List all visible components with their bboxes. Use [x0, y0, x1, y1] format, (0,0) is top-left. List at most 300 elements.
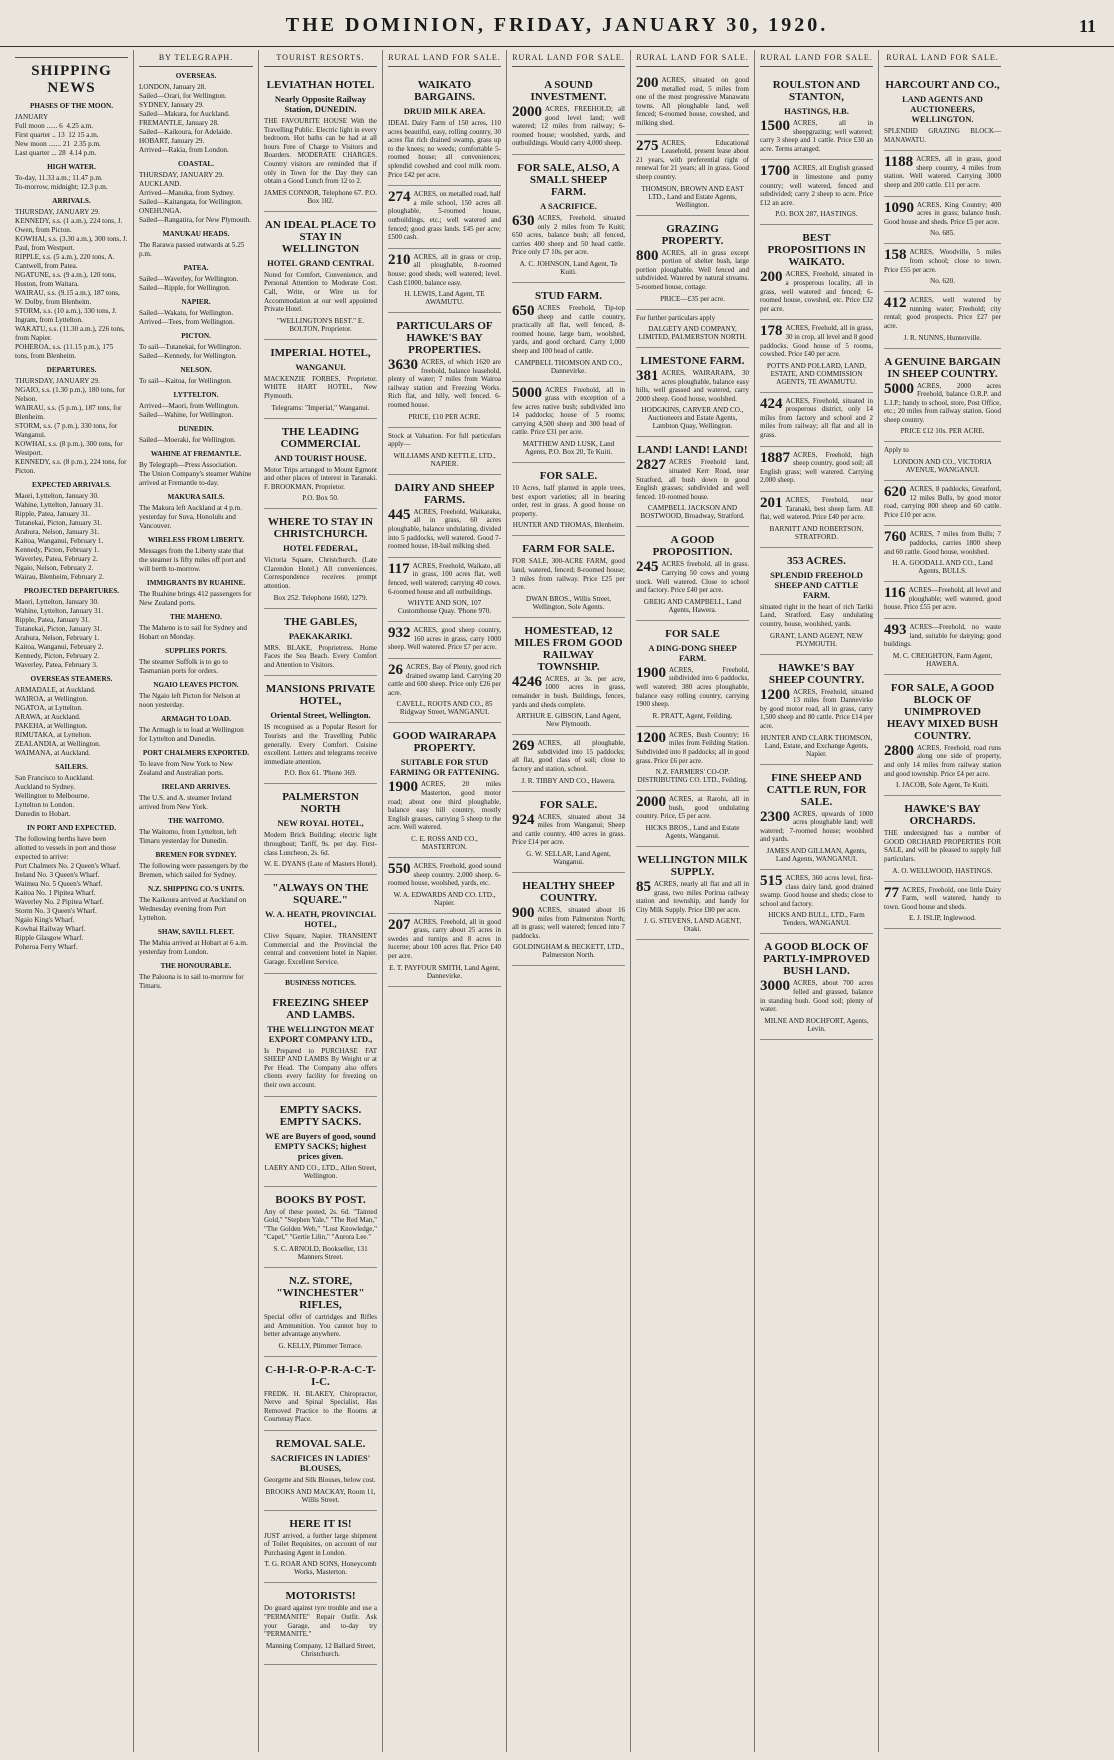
ad-acreage: 245 — [636, 559, 659, 576]
ad-acreage: 2000 — [512, 104, 542, 120]
ad-body: 2827 ACRES Freehold land, situated Kerr Road, near Stratford, all bush down in good English grasses; subdivided and well fenced. 10-roomed house. — [636, 457, 749, 501]
ad-signature: E. T. PAYFOUR SMITH, Land Agent, Dannevirke. — [389, 963, 500, 980]
ad-title: WAIKATO BARGAINS. — [414, 79, 475, 103]
shipping-list: Sailed—Waverley, for Wellington. Sailed—Ripple, for Wellington. — [139, 275, 239, 292]
ad-signature: MILNE AND ROCHFORT, Agents, Levin. — [764, 1016, 869, 1033]
ad-title: FOR SALE — [665, 627, 720, 640]
ad-body: THE undersigned has a number of GOOD ORCHARD PROPERTIES FOR SALE, and will be pleased to supply full particulars. — [884, 829, 1001, 863]
classified-ad — [636, 847, 749, 940]
ad-acreage: 1090 — [884, 199, 914, 216]
ad-body: 201 ACRES, Freehold, near Taranaki, best sheep farm. All flat, well watered. Price £40 per acre. — [760, 495, 873, 522]
ad-signature: GOLDINGHAM & BECKETT, LTD., Palmerston North. — [513, 943, 624, 960]
ad-title: PARTICULARS OF HAWKE'S BAY PROPERTIES. — [396, 320, 493, 357]
shipping-list: Messages from the Liberty state that the steamer is fifty miles off port and will berth to-morrow. — [139, 547, 248, 573]
ad-signature: I. JACOB, Sole Agent, Te Kuiti. — [895, 781, 989, 790]
ad-acreage: 1900 — [388, 779, 418, 796]
ad-title: 353 ACRES. — [787, 554, 846, 567]
masthead — [0, 0, 1114, 47]
ad-body: 412 ACRES, well watered by running water; Freehold; city rental; good prospects. Price £27 per acre. — [884, 295, 1001, 330]
ad-signature: HUNTER AND CLARK THOMSON, Land, Estate, and Exchange Agents, Napier. — [760, 733, 873, 758]
subheading: IMMIGRANTS BY RUAHINE. — [146, 579, 246, 587]
ad-body: Stock at Valuation. For full particulars apply— — [388, 431, 501, 449]
ad-body: 77 ACRES, Freehold, one little Dairy Farm, well watered, handy to town. Good house and sheds. — [884, 884, 1001, 911]
ad-acreage: 201 — [760, 495, 783, 512]
ad-body: 117 ACRES, Freehold, Waikato, all in grass, 100 acres flat, well fenced, well watered; carrying 40 cows. 6-roomed house and all outbuildings. — [388, 560, 501, 596]
page-number: 11 — [1078, 16, 1096, 36]
ad-body: 4246 ACRES, at 3s. per acre, 1000 acres in grass, remainder in bush. Buildings, fences, yards and sheds complete. — [512, 673, 625, 709]
classified-ad — [264, 875, 377, 973]
masthead-title: THE DOMINION, FRIDAY, JANUARY 30, 1920. — [285, 14, 829, 36]
classified-ad — [388, 313, 501, 428]
ad-headline: WE are Buyers of good, sound EMPTY SACKS; highest prices given. — [265, 1130, 376, 1161]
ad-signature: HUNTER AND THOMAS, Blenheim. — [512, 521, 625, 530]
ad-body: 158 ACRES, Woodville, 5 miles from school; close to town. Price £55 per acre. — [884, 247, 1001, 274]
ad-signature: PRICE £12 10s. PER ACRE. — [900, 427, 985, 436]
ad-title: LEVIATHAN HOTEL — [266, 79, 375, 91]
ad-headline: A DING-DONG SHEEP FARM. — [648, 642, 737, 663]
subheading: IN PORT AND EXPECTED. — [26, 824, 117, 832]
column-2 — [134, 50, 259, 1752]
ad-body: 900 ACRES, situated about 16 miles from Palmerston North; all in grass; well watered; fenced into 7 paddocks. — [512, 904, 625, 940]
ad-acreage: 800 — [636, 247, 659, 264]
ad-signature: C. E. ROSS AND CO., MASTERTON. — [411, 834, 478, 851]
ad-body: IDEAL Dairy Farm of 150 acres, 110 acres beautiful, easy, rolling country, 30 acres flat rich drained swamp, grass up to the knees; no weeds; comfortable 5-roomed house; all conveniences; splendid cowshed and cool milk room. Price £42 per acre. — [388, 119, 501, 179]
ad-acreage: 550 — [388, 860, 411, 877]
ad-acreage: 4246 — [512, 673, 542, 690]
classified-ad — [636, 791, 749, 847]
ad-body: 630 ACRES, Freehold, situated only 2 miles from Te Kuiti; 650 acres, balance bush; all fenced, carries 400 sheep and 50 head cattle. Price only £7 10s. per acre. — [512, 212, 625, 257]
ad-title: STUD FARM. — [534, 289, 602, 302]
classified-ad — [884, 882, 1001, 930]
ad-body: 5000 ACRES Freehold, all in grass with exception of a few acres native bush; subdivided into 14 paddocks; house of 5 rooms; carrying 4,500 sheep and 300 head of cattle. Price £31 per acre. — [512, 384, 625, 437]
ad-acreage: 2300 — [760, 808, 790, 825]
classified-ad — [636, 310, 749, 349]
classified-ad — [264, 1583, 377, 1664]
ad-signature: M. C. CREIGHTON, Farm Agent, HAWERA. — [892, 651, 993, 668]
ad-body: FREDK. H. BLAKEY, Chiropractor, Nerve and Spinal Specialist, Has Removed Practice to the Rooms at Courtenay Place. — [264, 1389, 377, 1424]
subheading: THE MAHENO. — [170, 613, 222, 621]
shipping-list: San Francisco to Auckland. Auckland to Sydney. Wellington to Melbourne. Lyttelton to London. Dunedin to Hobart. — [15, 774, 95, 818]
shipping-list: The Waitomo, from Lyttelton, left Timaru yesterday for Dunedin. — [139, 828, 239, 845]
classified-ad — [388, 72, 501, 186]
ad-signature: CAVELL, ROOTS AND CO., 85 Ridgway Street, WANGANUI. — [396, 700, 493, 717]
ad-signature: LAERY AND CO., LTD., Allen Street, Wellington. — [264, 1163, 377, 1180]
shipping-list: THURSDAY, JANUARY 29. KENNEDY, s.s. (1 a.m.), 224 tons, J. Owen, from Picton. KOWHAI, s.s. (3.30 a.m.), 300 tons, J. Paul, from Westport. RIPPLE, s.s. (5 a.m.), 220 tons, A. Cantwell, from Patea. NGATUNE, s.s. (9 a.m.), 120 tons, Huston, from Waitara. WAIRAU, s.s. (9.15 a.m.), 187 tons, W. Dolby, from Blenheim. STORM, s.s. (10 a.m.), 330 tons, J. Ingram, from Lyttelton. WAKATU, s.s. (11.30 a.m.), 226 tons, from Napier. POHEROA, s.s. (11.15 p.m.), 175 tons, from Blenheim. — [15, 208, 128, 360]
classified-ad — [884, 197, 1001, 245]
ad-title: HAWKE'S BAY ORCHARDS. — [904, 803, 981, 828]
ad-body: 85 ACRES, nearly all flat and all in grass, two miles Porirua railway station and township, and handy for City Milk Supply. Price £80 per acre. — [636, 878, 749, 914]
ad-title: AN IDEAL PLACE TO STAY IN WELLINGTON — [264, 218, 377, 255]
shipping-list: Maori, Lyttelton, January 30. Wahine, Lyttelton, January 31. Ripple, Patea, January 31. Tutanekai, Picton, January 31. Arahura, Nelson, January 31. Kaitoa, Wanganui, February 1. Kennedy, Picton, February 1. Waverley, Patea, February 2. Ngaio, Nelson, February 2. Wairau, Blenheim, February 2. — [15, 492, 104, 581]
ad-body: 269 ACRES, all ploughable, subdivided into 15 paddocks; all flat, good class of soil; close to factory and station, school. — [512, 738, 625, 773]
classified-ad — [512, 283, 625, 382]
ad-signature: LONDON AND CO., VICTORIA AVENUE, WANGANUI. — [893, 458, 992, 475]
ad-body: 1200 ACRES, Bush Country; 16 miles from Feilding Station. Subdivided into 8 paddocks; all in good grass. Price £6 per acre. — [636, 729, 749, 765]
subheading: WIRELESS FROM LIBERTY. — [147, 536, 245, 544]
ad-acreage: 650 — [512, 302, 535, 319]
ad-title: REMOVAL SALE. — [275, 1438, 366, 1451]
ad-title: PALMERSTON NORTH — [282, 791, 359, 816]
ad-title: MOTORISTS! — [285, 1590, 356, 1603]
subheading: SHAW, SAVILL FLEET. — [157, 928, 235, 936]
ad-headline: Nearly Opposite Railway Station, DUNEDIN. — [274, 94, 367, 114]
ad-body: FOR SALE, 300-ACRE FARM, good land, watered, fenced; 8-roomed house; 3 miles from railway. Price £25 per acre. — [512, 557, 625, 592]
subheading: WAHINE AT FREMANTLE. — [150, 450, 242, 458]
ad-acreage: 26 — [388, 661, 403, 678]
ad-body: MRS. BLAKE, Proprietress. Home Faces the Sea Beach. Every Comfort and Attention to Visitors. — [264, 643, 377, 669]
ad-signature: H. LEWIS, Land Agent, TE AWAMUTU. — [404, 290, 485, 307]
shipping-list: ARMADALE, at Auckland. WAIROA, at Wellington. NGATOA, at Lyttelton. ARAWA, at Auckland. PAKEHA, at Wellington. RIMUTAKA, at Lyttelton. ZEALANDIA, at Wellington. WAIMANA, at Auckland. — [15, 686, 101, 757]
ad-body: 1887 ACRES, Freehold, high sheep country, good soil; all English grass; well watered. Carrying 2,000 sheep. — [760, 449, 873, 485]
ad-acreage: 515 — [760, 872, 783, 889]
ad-signature: G. W. SELLAR, Land Agent, Wanganui. — [526, 849, 611, 866]
ad-body: MACKENZIE FORBES, Proprietor. WHITE HART HOTEL, New Plymouth. — [264, 374, 377, 400]
subheading: EXPECTED ARRIVALS. — [32, 481, 111, 489]
ad-body: JUST arrived, a further large shipment of Toilet Requisites, on account of our Purchasing Agent in London. — [264, 1531, 377, 1557]
ad-headline: PAEKAKARIKI. — [288, 630, 353, 641]
classified-ad — [388, 475, 501, 558]
ad-acreage: 85 — [636, 878, 651, 895]
ad-body: 760 ACRES, 7 miles from Bulls; 7 paddocks, carries 1800 sheep and 60 cattle. Good house, woolshed. — [884, 529, 1001, 556]
classified-ad — [636, 216, 749, 310]
subheading: HIGH WATER. — [47, 163, 96, 171]
ad-signature: J. R. NUNNS, Hunterville. — [903, 333, 982, 342]
ad-headline: LAND AGENTS AND AUCTIONEERS, WELLINGTON. — [902, 94, 983, 124]
ad-signature: Box 252. Telephone 1660, 1279. — [273, 593, 368, 602]
ad-body: situated right in the heart of rich Tariki Land, Stratford. Easy undulating country, house, woolshed, yards. — [760, 602, 873, 628]
ad-title: FOR SALE. — [539, 798, 598, 811]
subheading: MAKURA SAILS. — [167, 493, 225, 501]
subheading: THE WAITOMO. — [168, 817, 224, 825]
ad-body: 2000 ACRES, FREEHOLD; all good level land; well watered; 12 miles from railway; 6-roomed house; woolshed, yards, and outbuildings. Would carry 4,000 sheep. — [512, 104, 625, 148]
ad-signature: W. A. EDWARDS AND CO. LTD., Napier. — [393, 890, 496, 907]
ad-headline: AND TOURIST HOUSE. — [274, 452, 367, 463]
subheading: N.Z. SHIPPING CO.'S UNITS. — [147, 885, 245, 893]
ad-signature: "WELLINGTON'S BEST." E. BOLTON, Proprietor. — [276, 316, 365, 333]
ad-acreage: 116 — [884, 585, 906, 602]
ad-body: Special offer of cartridges and Rifles and Ammunition. You cannot buy to better advantage anywhere. — [264, 1312, 377, 1339]
shipping-list: Arrived—Maori, from Wellington. Sailed—Wahine, for Wellington. — [139, 402, 239, 419]
ad-title: GRAZING PROPERTY. — [661, 222, 724, 247]
classified-ad — [388, 249, 501, 313]
ad-title: A GOOD BLOCK OF PARTLY-IMPROVED BUSH LAND. — [763, 941, 870, 978]
classified-ad — [512, 618, 625, 735]
ad-signature: WILLIAMS AND KETTLE, LTD., NAPIER. — [393, 451, 496, 468]
ad-title: GOOD WAIRARAPA PROPERTY. — [392, 730, 497, 755]
subheading: DEPARTURES. — [46, 366, 97, 374]
ad-title: WHERE TO STAY IN CHRISTCHURCH. — [267, 516, 374, 541]
column-head: RURAL LAND FOR SALE. — [388, 50, 501, 67]
ad-title: BEST PROPOSITIONS IN WAIKATO. — [767, 232, 866, 269]
ad-signature: A. C. JOHNSON, Land Agent, Te Kuiti. — [519, 259, 618, 276]
column-8 — [879, 50, 1006, 1752]
ad-body: 1700 ACRES, all English grassed in limestone and pumy country; well watered, fenced and subdivided; carry 2 sheep to acre. Price £12 an acre. — [760, 163, 873, 207]
ad-signature: G. KELLY, Plimmer Terrace. — [278, 1341, 363, 1350]
shipping-list: Maori, Lyttelton, January 30. Wahine, Lyttelton, January 31. Ripple, Patea, January 31. Tutanekai, Picton, January 31. Arahura, Nelson, February 1. Kaitoa, Wanganui, February 2. Kennedy, Picton, February 2. Waverley, Patea, February 3. — [15, 598, 104, 669]
classified-ad — [760, 655, 873, 765]
ad-body: 1900 ACRES, Freehold, subdivided into 6 paddocks, well watered; 380 acres ploughable, balance easy rolling country, carrying 1900 sheep. — [636, 664, 749, 709]
classified-ad — [636, 621, 749, 727]
classified-ad — [264, 212, 377, 340]
classified-ad — [264, 1268, 377, 1357]
classified-ad — [264, 609, 377, 677]
classified-ad — [264, 1097, 377, 1187]
classified-ad — [512, 155, 625, 283]
ad-acreage: 760 — [884, 529, 907, 546]
ad-title: FREEZING SHEEP AND LAMBS. — [272, 996, 369, 1021]
ad-acreage: 207 — [388, 916, 411, 933]
ad-title: FOR SALE, A GOOD BLOCK OF UNIMPROVED HEAVY MIXED BUSH COUNTRY. — [886, 681, 999, 742]
classified-ad — [264, 676, 377, 784]
ad-signature: CAMPBELL THOMSON AND CO., Dannevirke. — [514, 358, 623, 375]
ad-title: "ALWAYS ON THE SQUARE." — [272, 882, 369, 907]
ad-body: 381 ACRES, WAIRARAPA, 30 acres ploughable, balance easy hills, well grassed and watered, carry 2000 sheep. Good house, woolshed. — [636, 368, 749, 403]
ad-title: A GENUINE BARGAIN IN SHEEP COUNTRY. — [884, 355, 1001, 380]
classified-ad — [388, 914, 501, 987]
ad-body: Motor Trips arranged to Mount Egmont and other places of interest in Taranaki. F. BROOKMAN, Proprietor. — [264, 465, 377, 491]
ad-signature: T. G. ROAR AND SONS, Honeycomb Works, Masterton. — [264, 1560, 377, 1577]
classified-ad — [760, 447, 873, 492]
classified-ad — [760, 492, 873, 548]
classified-ad — [264, 1511, 377, 1584]
ad-signature: JAMES CONNOR, Telephone 67. P.O. Box 182. — [264, 188, 377, 205]
ad-acreage: 3000 — [760, 978, 790, 995]
ad-body: 210 ACRES, all in grass or crop, all ploughable, 8-roomed house; good sheds; well watered; level. Cash £1000, balance easy. — [388, 251, 501, 287]
ad-acreage: 1188 — [884, 154, 914, 171]
column-head: RURAL LAND FOR SALE. — [636, 50, 749, 67]
ad-headline: A SACRIFICE. — [540, 200, 597, 211]
column-head: RURAL LAND FOR SALE. — [884, 50, 1001, 67]
classified-ad — [760, 72, 873, 160]
ad-title: THE LEADING COMMERCIAL — [280, 425, 361, 450]
ad-body: 515 ACRES, 360 acres level, first-class dairy land, good drained swamp. Good house and sheds; close to school and factory. — [760, 872, 873, 908]
classified-ad — [636, 72, 749, 135]
ad-acreage: 2000 — [636, 794, 666, 811]
ad-acreage: 900 — [512, 904, 535, 921]
ad-acreage: 117 — [388, 560, 410, 577]
ad-signature: PRICE, £10 PER ACRE. — [408, 412, 481, 421]
ad-headline: SUITABLE FOR STUD FARMING OR FATTENING. — [389, 757, 500, 778]
ad-body: Georgette and Silk Blouses, below cost. — [264, 1476, 376, 1485]
column-head — [15, 50, 128, 58]
ad-body: 1500 ACRES, all in sheepgrazing; well watered; carry 3 sheep and 1 cattle. Price £30 an acre. Terms arranged. — [760, 118, 873, 153]
shipping-list: The Mahia arrived at Hobart at 6 a.m. yesterday from London. — [139, 939, 250, 956]
classified-ad — [884, 526, 1001, 582]
classified-ad — [512, 463, 625, 536]
ad-acreage: 274 — [388, 189, 411, 206]
classified-ad — [760, 765, 873, 870]
ad-signature: A. O. WELLWOOD, HASTINGS. — [892, 866, 993, 875]
ad-body: 445 ACRES, Freehold, Waikaraka, all in grass, 60 acres ploughable, balance undulating, divided into 5 paddocks, well watered. Good 7-roomed house, 18-bail milking shed. — [388, 506, 501, 551]
ad-signature: R. PRATT, Agent, Feilding. — [652, 711, 733, 720]
ad-body: 178 ACRES, Freehold, all in grass, 30 in crop, all level and 8 good paddocks. Good house of 5 rooms, cowshed. Price £40 per acre. — [760, 323, 873, 359]
ad-body: 2300 ACRES, upwards of 1000 acres ploughable land; well watered; 7-roomed house; woolshed and yards. — [760, 808, 873, 844]
classified-ad — [512, 382, 625, 464]
classified-ad — [264, 990, 377, 1097]
ad-headline: NEW ROYAL HOTEL, — [277, 818, 364, 829]
shipping-list: By Telegraph—Press Association. The Union Company's steamer Wahine arrived at Fremantle to-day. — [139, 461, 252, 487]
classified-ad — [760, 393, 873, 447]
classified-ad — [264, 1431, 377, 1511]
subheading: SUPPLIES PORTS. — [165, 647, 227, 655]
ad-headline: HASTINGS, H.B. — [784, 106, 849, 116]
ad-body: 200 ACRES, situated on good metalled road, 5 miles from one of the most progressive Manawatu towns. All ploughable land, well fenced; 6-roomed house, cowshed, and milking shed. — [636, 75, 749, 127]
ad-title: HAWKE'S BAY SHEEP COUNTRY. — [768, 661, 865, 686]
shipping-list: Sailed—Wakatu, for Wellington. Arrived—Tees, from Wellington. — [139, 309, 235, 326]
classified-ad — [264, 1187, 377, 1268]
subheading: OVERSEAS STEAMERS. — [30, 675, 113, 683]
ad-acreage: 1200 — [760, 686, 790, 703]
subheading: BUSINESS NOTICES. — [285, 978, 356, 987]
ad-acreage: 200 — [760, 269, 783, 286]
ad-acreage: 275 — [636, 137, 659, 154]
ad-title: LIMESTONE FARM. — [640, 355, 745, 368]
ad-body: SPLENDID GRAZING BLOCK—MANAWATU. — [884, 127, 1001, 144]
ad-acreage: 424 — [760, 395, 783, 412]
subheading: COASTAL. — [177, 160, 214, 168]
subheading: NAPIER. — [181, 298, 211, 306]
column-4 — [383, 50, 507, 1752]
ad-signature: POTTS AND POLLARD, LAND, ESTATE, AND COMMISSION AGENTS, TE AWAMUTU. — [766, 361, 867, 386]
shipping-list: THURSDAY, JANUARY 29. NGAIO, s.s. (1.30 p.m.), 180 tons, for Nelson. WAIRAU, s.s. (5 p.m.), 187 tons, for Blenheim. STORM, s.s. (7 p.m.), 330 tons, for Wanganui. KOWHAI, s.s. (8 p.m.), 300 tons, for Westport. KENNEDY, s.s. (8 p.m.), 224 tons, for Picton. — [15, 377, 127, 475]
classified-ad — [760, 320, 873, 392]
ad-acreage: 5000 — [884, 380, 914, 397]
classified-ad — [264, 784, 377, 875]
ad-acreage: 1887 — [760, 449, 790, 466]
ad-body: Apply to — [884, 446, 909, 455]
ad-signature: HICKS BROS., Land and Estate Agents, Wanganui. — [645, 823, 740, 840]
subheading: DUNEDIN. — [178, 425, 214, 433]
classified-ad — [760, 548, 873, 655]
ad-body: 1090 ACRES, King Country; 400 acres in grass; balance bush. Good house and sheds. Price £5 per acre. — [884, 199, 1001, 226]
shipping-list: To sail—Kaitoa, for Wellington. — [139, 377, 232, 385]
ad-signature: GREIG AND CAMPBELL, Land Agents, Hawera. — [643, 597, 742, 614]
shipping-list: To leave from New York to New Zealand and Australian ports. — [139, 760, 235, 777]
ad-body: 1200 ACRES, Freehold, situated 13 miles from Dannevirke by good motor road, all in grass, carry 1,500 sheep and 80 cattle. Price £14 per acre. — [760, 686, 873, 730]
ad-signature: JAMES AND GILLMAN, Agents, Land Agents, WANGANUI. — [766, 846, 867, 863]
ad-signature: BROOKS AND MACKAY, Room 11, Willis Street. — [265, 1487, 376, 1504]
ad-acreage: 1200 — [636, 729, 666, 746]
ad-title: THE GABLES, — [283, 615, 358, 628]
ad-acreage: 932 — [388, 625, 411, 642]
ad-body: 1188 ACRES, all in grass, good sheep country, 4 miles from station. Well watered. Carrying 3000 sheep and 200 cattle. £11 per acre. — [884, 154, 1001, 189]
ad-signature: N.Z. FARMERS' CO-OP. DISTRIBUTING CO. LTD., Feilding. — [637, 768, 748, 785]
ad-acreage: 5000 — [512, 384, 542, 401]
ad-title: IMPERIAL HOTEL, — [270, 346, 371, 359]
ad-body: Any of these posted, 2s. 6d. "Tainted Gold," "Stephen Yale," "The Red Man," "The Golden Web," "Lost Knowledge," "Capel," "Gertie Lilin," "Aurora Lee." — [264, 1207, 377, 1242]
classified-ad — [760, 225, 873, 320]
shipping-list: To-day, 11.33 a.m.; 11.47 p.m. To-morrow, midnight; 12.3 p.m. — [15, 174, 108, 191]
classified-ad — [636, 348, 749, 437]
subheading: NGAIO LEAVES PICTON. — [153, 681, 239, 689]
classified-ad — [264, 509, 377, 608]
ad-body: 274 ACRES, on metalled road, half a mile school, 150 acres all ploughable, 5-roomed house, outbuildings, etc.; well watered and fenced; good grass lands. £45 per acre; £500 cash. — [388, 189, 501, 242]
ad-body: 245 ACRES freehold, all in grass. Carrying 50 cows and young stock. Well watered. Close to school and factory. Price £40 per acre. — [636, 559, 749, 595]
ad-signature: H. A. GOODALL AND CO., Land Agents, BULLS. — [892, 559, 993, 576]
subheading: PATEA. — [183, 264, 209, 272]
ad-title: HEALTHY SHEEP COUNTRY. — [522, 879, 615, 904]
ad-acreage: 210 — [388, 251, 411, 268]
shipping-list: The following berths have been allotted to vessels in port and those expected to arrive: Port Chalmers No. 2 Queen's Wharf. Ireland No. 3 Queen's Wharf. Waimea No. 5 Queen's Wharf. Kaitoa No. 1 Pipitea Wharf. Waverley No. 2 Pipitea Wharf. Storm No. 3 Queen's Wharf. Ngaio King's Wharf. Kowhai Railway Wharf. Ripple Glasgow Wharf. Poheroa Ferry Wharf. — [15, 835, 121, 951]
ad-title: FOR SALE, ALSO, A SMALL SHEEP FARM. — [517, 161, 620, 198]
ad-title: HOMESTEAD, 12 MILES FROM GOOD RAILWAY TOWNSHIP. — [514, 624, 623, 673]
classified-ad — [388, 622, 501, 659]
classified-ad — [760, 160, 873, 225]
ad-title: A SOUND INVESTMENT. — [530, 79, 607, 103]
ad-signature: GRANT, LAND AGENT, NEW PLYMOUTH. — [770, 631, 863, 648]
ad-signature: E. J. ISLIP, Inglewood. — [909, 914, 976, 923]
ad-body: 275 ACRES, Educational Leasehold, present lease about 21 years, with preferential right of renewal for 21 years; all in grass. Good sheep country. — [636, 137, 749, 181]
ad-acreage: 620 — [884, 484, 907, 501]
ad-acreage: 158 — [884, 247, 907, 264]
shipping-list: The Makura left Auckland at 4 p.m. yesterday for Suva, Honolulu and Vancouver. — [139, 504, 244, 530]
ad-signature: DALGETY AND COMPANY, LIMITED, PALMERSTON NORTH. — [638, 325, 747, 342]
ad-signature: P.O. Box 50. — [302, 494, 339, 503]
classified-ad — [884, 244, 1001, 292]
ad-acreage: 1900 — [636, 664, 666, 681]
classified-ad — [884, 796, 1001, 881]
shipping-list: To sail—Tutanekai, for Wellington. Sailed—Kennedy, for Wellington. — [139, 343, 242, 360]
ad-body: 207 ACRES, Freehold, all in good grass, carry about 25 acres in swedes and turnips and 8 acres in lucerne; about 100 acres flat. Price £40 per acre. — [388, 916, 501, 961]
column-head: BY TELEGRAPH. — [139, 50, 253, 67]
ad-signature: PRICE—£35 per acre. — [660, 294, 725, 303]
classified-ad — [388, 186, 501, 249]
ad-body: Modern Brick Building; electric light throughout; Tariff, 9s. per day. First-class Luncheon, 2s. 6d. — [264, 831, 377, 857]
ad-acreage: 1700 — [760, 163, 790, 180]
subheading: PICTON. — [181, 332, 211, 340]
ad-signature: No. 685. — [930, 229, 955, 238]
ad-body: THE FAVOURITE HOUSE With the Travelling Public. Electric light in every bedroom. Hot baths can be had at all hours Free of Charge to Visitors and Boarders. MODERATE CHARGES. Country visitors are reminded that if only in Town for the Day they can obtain a Good Lunch from 12 to 2. — [264, 117, 377, 186]
ad-acreage: 924 — [512, 811, 535, 828]
ad-body: 3630 ACRES, of which 1620 are freehold, balance leasehold, plenty of water; 7 miles from Wairoa railway station and Freezing Works. Rich flat, and hilly, well fenced. 6-roomed house. — [388, 357, 501, 410]
ad-body: 10 Acres, half planted in apple trees, best export varieties; all in bearing order, rest in grass. A good house on property. — [512, 484, 625, 518]
ad-body: For further particulars apply — [636, 313, 716, 322]
ad-title: ROULSTON AND STANTON, — [772, 79, 861, 103]
ad-title: DAIRY AND SHEEP FARMS. — [394, 481, 495, 506]
ad-signature: P.O. Box 61. 'Phone 369. — [284, 769, 357, 778]
subheading: NELSON. — [180, 366, 212, 374]
ad-body: 1900 ACRES, 20 miles Masterton, good motor road; about one third ploughable, balance easy hill country, mostly English grasses, carrying 5 sheep to the acre. Well watered. — [388, 779, 501, 832]
classified-ad — [264, 1357, 377, 1431]
ad-signature: DWAN BROS., Willis Street, Wellington, Sole Agents. — [525, 594, 612, 611]
ad-body: Do guard against tyre trouble and use a "PERMANITE" Repair Outfit. Ask your Garage, and to-day try "PERMANITE." — [264, 1604, 377, 1639]
ad-acreage: 412 — [884, 295, 907, 312]
ad-body: 620 ACRES, 8 paddocks, Greatford, 12 miles Bulls, by good motor road, carrying 800 sheep and 60 cattle. Price £10 per acre. — [884, 484, 1001, 519]
classified-ad — [388, 723, 501, 858]
ad-title: N.Z. STORE, "WINCHESTER" RIFLES, — [276, 1274, 365, 1311]
subheading: OVERSEAS. — [175, 72, 217, 80]
ad-acreage: 445 — [388, 506, 411, 523]
ad-body: 800 ACRES, all in grass except portion of shelter bush, large portion ploughable. Well fenced and subdivided. Watered by natural streams. 5-roomed house, cottage. — [636, 247, 749, 291]
ad-acreage: 493 — [884, 622, 907, 638]
ad-acreage: 1500 — [760, 118, 790, 134]
ad-title: C-H-I-R-O-P-R-A-C-T-I-C. — [265, 1363, 376, 1388]
ad-signature: W. E. DYANS (Late of Masters Hotel). — [264, 860, 377, 869]
shipping-list: THURSDAY, JANUARY 29. AUCKLAND. Arrived—Manuka, from Sydney. Sailed—Kaitangata, for Wellington. ONEHUNGA. Sailed—Rangatira, for New Plymouth. — [139, 171, 251, 224]
classified-ad — [512, 873, 625, 966]
classified-ad — [636, 727, 749, 791]
ad-body: 2800 ACRES, Freehold, road runs along one side of property, and only 14 miles from railway station and good township. Price £4 per acre. — [884, 742, 1001, 778]
classified-ad — [264, 72, 377, 212]
ad-signature: CAMPBELL JACKSON AND BOSTWOOD, Broadway, Stratford. — [640, 504, 745, 521]
shipping-list: Sailed—Moeraki, for Wellington. — [139, 436, 236, 444]
ad-body: Victoria Square, Christchurch. (Late Clarendon Hotel.) All conveniences. Correspondence receives prompt attention. — [264, 556, 377, 591]
ad-signature: J. G. STEVENS, LAND AGENT, Otaki. — [643, 917, 742, 934]
ad-title: EMPTY SACKS. EMPTY SACKS. — [279, 1103, 362, 1128]
shipping-list: The steamer Suffolk is to go to Tasmanian ports for orders. — [139, 658, 230, 675]
ad-acreage: 200 — [636, 75, 659, 91]
classified-ad — [388, 659, 501, 723]
